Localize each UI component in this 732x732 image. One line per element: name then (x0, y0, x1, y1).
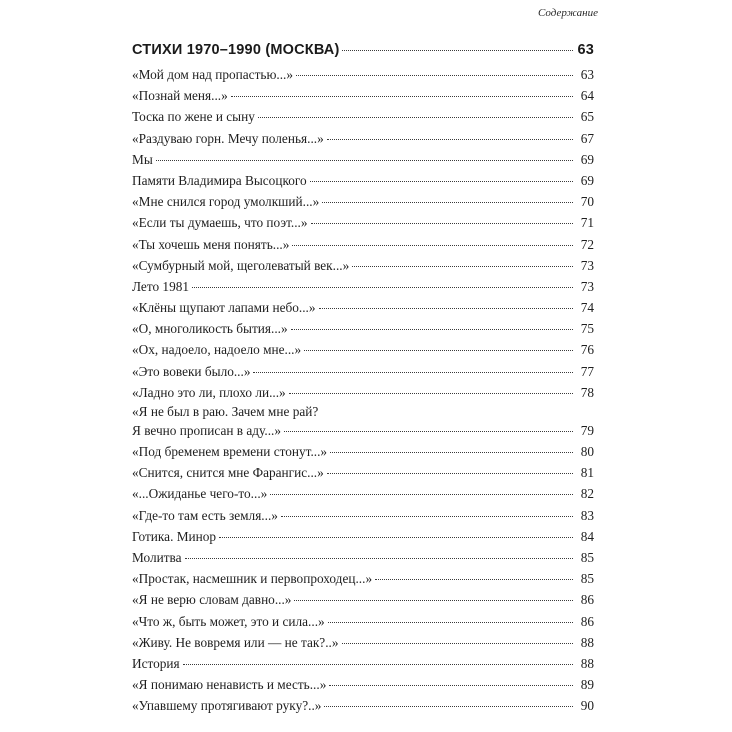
toc-entry (132, 547, 594, 568)
dot-leader (328, 622, 573, 623)
dot-leader (183, 664, 573, 665)
toc-entry (132, 403, 594, 441)
toc-entry (132, 611, 594, 632)
dot-leader (319, 308, 573, 309)
entry-page-number: 83 (580, 507, 594, 523)
toc-entry (132, 441, 594, 462)
entry-title: «Что ж, быть может, это и сила...» (132, 613, 325, 629)
entry-page-number: 88 (580, 655, 594, 671)
entry-page-number: 74 (580, 300, 594, 316)
toc-entry (132, 149, 594, 170)
dot-leader (342, 50, 573, 51)
entry-title: Лето 1981 (132, 278, 190, 294)
dot-leader (294, 600, 573, 601)
entry-title: Готика. Минор (132, 528, 217, 544)
dot-leader (327, 139, 573, 140)
entry-title: «Я понимаю ненависть и месть...» (132, 677, 327, 693)
dot-leader (253, 372, 573, 373)
dot-leader (304, 350, 573, 351)
entry-title: «О, многоликость бытия...» (132, 321, 288, 337)
entry-page-number: 63 (580, 67, 594, 82)
dot-leader (311, 223, 574, 224)
entry-page-number: 64 (580, 88, 594, 104)
entry-title: «Я не верю словам давно...» (132, 592, 292, 608)
entry-title: «Клёны щупают лапами небо...» (132, 300, 316, 316)
dot-leader (342, 643, 573, 644)
toc-entry (132, 106, 594, 127)
entry-page-number: 89 (580, 677, 594, 693)
entry-title: «Мне снился город умолкший...» (132, 194, 320, 210)
entry-title: «...Ожиданье чего-то...» (132, 486, 268, 502)
entry-title: «Это вовеки было...» (132, 363, 251, 379)
toc-entry (132, 462, 594, 483)
dot-leader (352, 266, 573, 267)
dot-leader (291, 329, 573, 330)
dot-leader (192, 287, 573, 288)
toc-entry (132, 234, 594, 255)
entry-title: «Снится, снится мне Фарангис...» (132, 465, 324, 481)
entry-page-number: 77 (580, 363, 594, 379)
entry-page-number: 73 (580, 257, 594, 273)
entry-title: «Ладно это ли, плохо ли...» (132, 384, 286, 400)
entry-page-number: 78 (580, 384, 594, 400)
entry-page-number: 88 (580, 634, 594, 650)
toc-entry (132, 64, 594, 85)
table-of-contents (132, 42, 594, 716)
entry-title: «Познай меня...» (132, 88, 228, 104)
dot-leader (296, 75, 573, 76)
entry-title: «Сумбурный мой, щеголеватый век...» (132, 257, 350, 273)
entry-title: «Если ты думаешь, что поэт...» (132, 215, 308, 231)
toc-entry (132, 568, 594, 589)
entry-page-number: 75 (580, 321, 594, 337)
entry-page-number: 70 (580, 194, 594, 210)
dot-leader (330, 452, 573, 453)
dot-leader (289, 393, 573, 394)
entry-page-number: 69 (580, 172, 594, 188)
entry-title: «Ох, надоело, надоело мне...» (132, 342, 302, 358)
entry-page-number: 79 (580, 423, 594, 438)
toc-entry (132, 170, 594, 191)
dot-leader (375, 579, 573, 580)
dot-leader (258, 117, 573, 118)
toc-entry (132, 255, 594, 276)
entry-title: Молитва (132, 549, 182, 565)
dot-leader (185, 558, 573, 559)
entry-title: История (132, 655, 180, 671)
toc-entry (132, 653, 594, 674)
entry-title: Памяти Владимира Высоцкого (132, 172, 307, 188)
entry-title: Мы (132, 151, 153, 167)
toc-entry (132, 526, 594, 547)
entry-page-number: 90 (580, 698, 594, 714)
toc-entry (132, 276, 594, 297)
dot-leader (270, 494, 573, 495)
toc-entry (132, 674, 594, 695)
entry-page-number: 86 (580, 592, 594, 608)
entry-page-number: 81 (580, 465, 594, 481)
entry-page-number: 69 (580, 151, 594, 167)
entry-page-number: 85 (580, 549, 594, 565)
toc-entry (132, 85, 594, 106)
dot-leader (156, 160, 573, 161)
entry-title: Тоска по жене и сыну (132, 109, 255, 125)
toc-entry (132, 339, 594, 360)
dot-leader (324, 706, 573, 707)
toc-entry (132, 632, 594, 653)
dot-leader (327, 473, 573, 474)
entry-page-number: 71 (580, 215, 594, 231)
toc-entry (132, 361, 594, 382)
entry-title: «Простак, насмешник и первопроходец...» (132, 571, 373, 587)
entry-title: «Ты хочешь меня понять...» (132, 236, 290, 252)
entry-title: «Упавшему протягивают руку?..» (132, 698, 322, 714)
toc-entry (132, 505, 594, 526)
entry-title: «Под бременем времени стонут...» (132, 444, 328, 459)
entry-title: «Где-то там есть земля...» (132, 507, 278, 523)
dot-leader (292, 245, 573, 246)
section-heading (132, 42, 594, 64)
entry-title-line-1: «Я не был в раю. Зачем мне рай? (132, 404, 319, 419)
toc-entry (132, 191, 594, 212)
entry-page-number: 84 (580, 528, 594, 544)
entry-title: «Раздуваю горн. Мечу поленья...» (132, 130, 324, 146)
entry-page-number: 65 (580, 109, 594, 125)
toc-entry (132, 297, 594, 318)
dot-leader (231, 96, 573, 97)
toc-entry (132, 318, 594, 339)
entry-page-number: 86 (580, 613, 594, 629)
entry-title: Я вечно прописан в аду...» (132, 423, 281, 438)
entry-page-number: 85 (580, 571, 594, 587)
dot-leader (284, 431, 573, 432)
running-head: Содержание (537, 7, 598, 19)
entry-page-number: 73 (580, 278, 594, 294)
section-page-number: 63 (577, 42, 594, 58)
entry-title: «Мой дом над пропастью...» (132, 67, 293, 82)
entry-page-number: 72 (580, 236, 594, 252)
entry-page-number: 82 (580, 486, 594, 502)
entry-page-number: 76 (580, 342, 594, 358)
section-title: СТИХИ 1970–1990 (МОСКВА) (132, 42, 340, 58)
entry-title: «Живу. Не вовремя или — не так?..» (132, 634, 339, 650)
toc-entry (132, 212, 594, 233)
toc-entry (132, 128, 594, 149)
toc-entry (132, 695, 594, 716)
entry-page-number: 67 (580, 130, 594, 146)
toc-entry (132, 382, 594, 403)
entry-page-number: 80 (580, 444, 594, 459)
dot-leader (281, 516, 573, 517)
toc-entry (132, 589, 594, 610)
dot-leader (219, 537, 573, 538)
dot-leader (329, 685, 573, 686)
toc-entry (132, 483, 594, 504)
dot-leader (322, 202, 573, 203)
dot-leader (310, 181, 573, 182)
